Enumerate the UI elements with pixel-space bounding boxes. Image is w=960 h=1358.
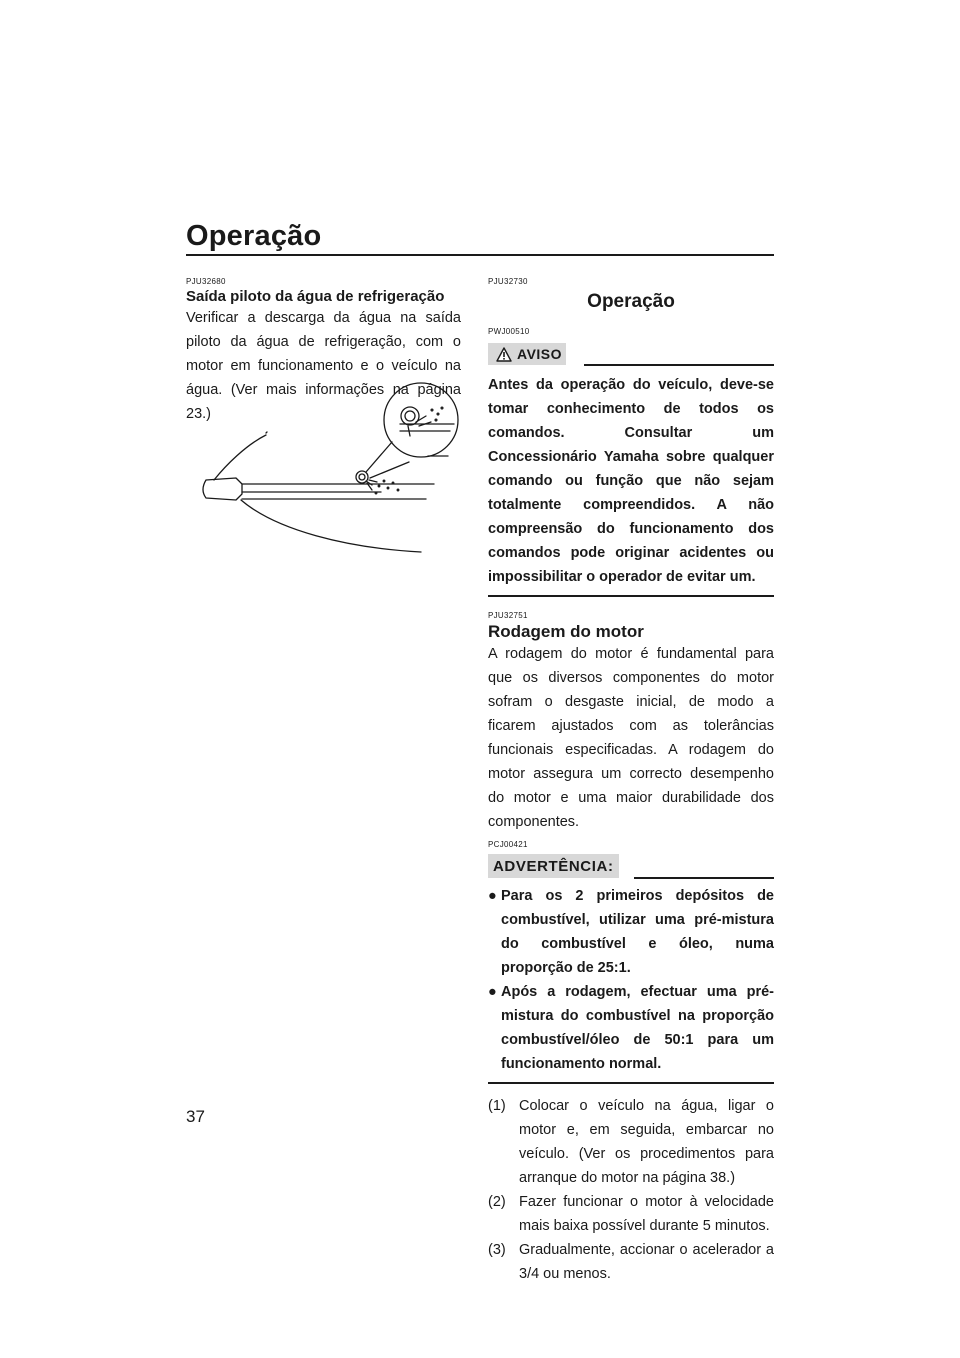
list-item: (2) Fazer funcionar o motor à velocidade mais baixa possível durante 5 minutos. <box>488 1194 774 1234</box>
section-heading: Operação <box>587 291 675 312</box>
caution-label: ADVERTÊNCIA: <box>493 857 614 875</box>
warning-text: Antes da operação do veículo, deve-se tomar conhecimento de todos os comandos. Consultar um Concessionário Yamaha sobre qualquer comando ou função que não sejam totalmente compreendidos. A não compreensão do funcionamento dos comandos pode originar acidentes ou impossibilitar o operador de evitar um. <box>488 377 774 585</box>
section-code: PJU32730 <box>488 277 528 286</box>
list-item: ● Para os 2 primeiros depósitos de combustível, utilizar uma pré-mistura do combustível e óleo, numa proporção de 25:1. <box>488 884 774 980</box>
caution-list <box>488 884 774 1076</box>
section-code: PJU32751 <box>488 611 528 620</box>
section-title: Rodagem do motor <box>488 622 644 641</box>
list-item: (1) Colocar o veículo na água, ligar o motor e, em seguida, embarcar no veículo. (Ver os procedimentos para arranque do motor na página 38.) <box>488 1098 774 1186</box>
warning-rule <box>584 364 774 366</box>
caution-end-rule <box>488 1082 774 1084</box>
section-title: Saída piloto da água de refrigeração <box>186 288 445 305</box>
page-number: 37 <box>186 1107 205 1126</box>
caution-badge <box>488 854 619 878</box>
warning-header <box>488 339 774 367</box>
header-rule <box>186 254 774 256</box>
section-body: Verificar a descarga da água na saída piloto da água de refrigeração, com o motor em funcionamento e o veículo na água. (Ver mais informações na página 23.) <box>186 310 461 422</box>
list-item: ● Após a rodagem, efectuar uma pré-mistura do combustível na proporção combustível/óleo de 50:1 para um funcionamento normal. <box>488 980 774 1076</box>
section-body: A rodagem do motor é fundamental para que os diversos componentes do motor sofram o desgaste inicial, de modo a ficarem ajustados com as tolerâncias funcionais especificadas. A rodagem do motor assegura um correcto desempenho do motor e uma maior durabilidade dos componentes. <box>488 646 774 830</box>
bullet-icon: ● <box>488 984 497 1000</box>
step-list <box>488 1094 774 1286</box>
warning-code: PWJ00510 <box>488 327 530 336</box>
section-code: PJU32680 <box>186 277 226 286</box>
caution-code: PCJ00421 <box>488 840 528 849</box>
right-column <box>488 277 774 1286</box>
warning-badge <box>488 343 566 365</box>
warning-triangle-icon <box>496 347 512 362</box>
caution-header <box>488 852 774 880</box>
caution-rule <box>634 877 774 879</box>
page-title: Operação <box>186 220 322 252</box>
pilot-outlet-illustration <box>196 380 471 560</box>
warning-label: AVISO <box>517 346 563 362</box>
list-item: (3) Gradualmente, accionar o acelerador a 3/4 ou menos. <box>488 1242 774 1282</box>
bullet-icon: ● <box>488 888 497 904</box>
